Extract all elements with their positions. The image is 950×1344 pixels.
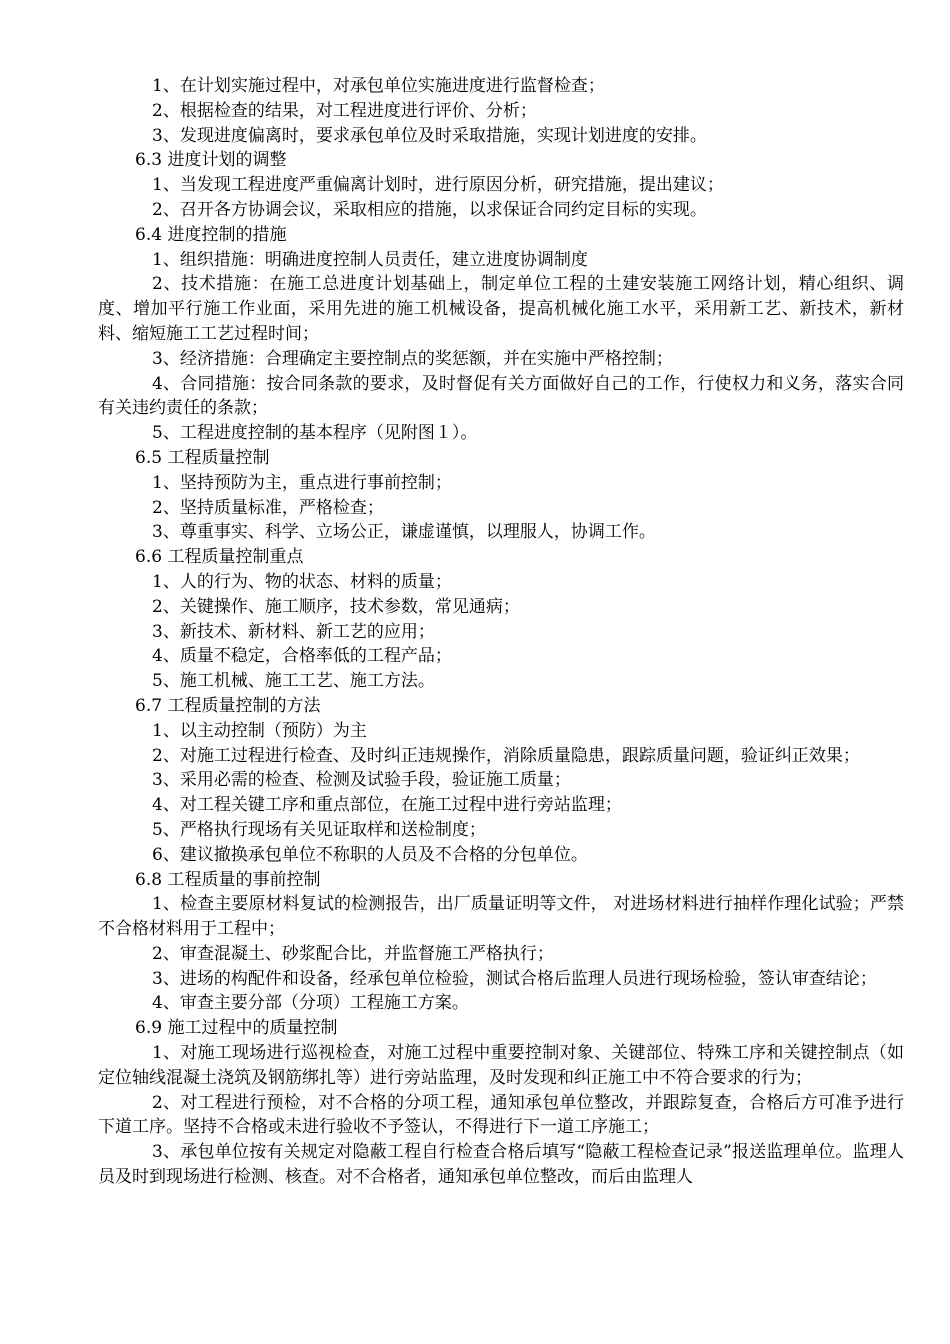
list-item: 4、合同措施：按合同条款的要求，及时督促有关方面做好自己的工作，行使权力和义务，落实合同有关违约责任的条款； (98, 373, 904, 419)
list-item: 5、严格执行现场有关见证取样和送检制度； (152, 819, 486, 840)
list-item: 2、召开各方协调会议，采取相应的措施，以求保证合同约定目标的实现。 (152, 199, 707, 220)
list-item: 3、尊重事实、科学、立场公正，谦虚谨慎，以理服人，协调工作。 (152, 522, 656, 543)
list-item: 1、检查主要原材料复试的检测报告，出厂质量证明等文件， 对进场材料进行抽样作理化试验；严禁不合格材料用于工程中； (98, 894, 904, 940)
list-item: 3、经济措施：合理确定主要控制点的奖惩额，并在实施中严格控制； (152, 348, 673, 369)
list-item: 2、技术措施：在施工总进度计划基础上，制定单位工程的土建安装施工网络计划，精心组织、调度、增加平行施工作业面，采用先进的施工机械设备，提高机械化施工水平，采用新工艺、新技术，新材料、缩短施工工艺过程时间； (98, 274, 904, 344)
list-item: 5、工程进度控制的基本程序（见附图１）。 (152, 423, 478, 444)
list-item: 4、对工程关键工序和重点部位，在施工过程中进行旁站监理； (152, 795, 622, 816)
section-heading: 6.6 工程质量控制重点 (135, 547, 304, 568)
list-item: 3、进场的构配件和设备，经承包单位检验，测试合格后监理人员进行现场检验，签认审查结论； (152, 968, 877, 989)
list-item: 3、发现进度偏离时，要求承包单位及时采取措施，实现计划进度的安排。 (152, 125, 707, 146)
list-item: 6、建议撤换承包单位不称职的人员及不合格的分包单位。 (152, 844, 588, 865)
list-item: 2、审查混凝土、砂浆配合比，并监督施工严格执行； (152, 943, 554, 964)
list-item: 4、质量不稳定，合格率低的工程产品； (152, 646, 452, 667)
list-item: 1、当发现工程进度严重偏离计划时，进行原因分析，研究措施，提出建议； (152, 175, 724, 196)
list-item: 2、对工程进行预检，对不合格的分项工程，通知承包单位整改，并跟踪复查，合格后方可准予进行下道工序。坚持不合格或未进行验收不予签认，不得进行下一道工序施工； (98, 1092, 904, 1138)
list-item: 3、采用必需的检查、检测及试验手段，验证施工质量； (152, 770, 571, 791)
list-item: 2、关键操作、施工顺序，技术参数，常见通病； (152, 596, 520, 617)
list-item: 1、坚持预防为主，重点进行事前控制； (152, 472, 452, 493)
list-item: 2、坚持质量标准，严格检查； (152, 497, 384, 518)
section-heading: 6.3 进度计划的调整 (135, 150, 287, 171)
list-item: 1、人的行为、物的状态、材料的质量； (152, 571, 452, 592)
section-heading: 6.7 工程质量控制的方法 (135, 695, 321, 716)
list-item: 2、对施工过程进行检查、及时纠正违规操作，消除质量隐患，跟踪质量问题，验证纠正效果； (152, 745, 860, 766)
list-item: 1、以主动控制（预防）为主 (152, 720, 367, 741)
list-item: 2、根据检查的结果，对工程进度进行评价、分析； (152, 100, 537, 121)
list-item: 3、新技术、新材料、新工艺的应用； (152, 621, 435, 642)
section-heading: 6.5 工程质量控制 (135, 447, 270, 468)
document-body (98, 74, 904, 1190)
list-item: 3、承包单位按有关规定对隐蔽工程自行检查合格后填写“隐蔽工程检查记录”报送监理单位。监理人员及时到现场进行检测、核查。对不合格者，通知承包单位整改，而后由监理人 (98, 1142, 904, 1188)
section-heading: 6.9 施工过程中的质量控制 (135, 1018, 338, 1039)
list-item: 1、对施工现场进行巡视检查，对施工过程中重要控制对象、关键部位、特殊工序和关键控制点（如定位轴线混凝土浇筑及钢筋绑扎等）进行旁站监理，及时发现和纠正施工中不符合要求的行为； (98, 1043, 904, 1088)
list-item: 1、在计划实施过程中，对承包单位实施进度进行监督检查； (152, 76, 605, 96)
section-heading: 6.4 进度控制的措施 (135, 224, 287, 245)
list-item: 4、审查主要分部（分项）工程施工方案。 (152, 993, 469, 1014)
list-item: 1、组织措施：明确进度控制人员责任，建立进度协调制度 (152, 249, 588, 270)
section-heading: 6.8 工程质量的事前控制 (135, 869, 321, 890)
list-item: 5、施工机械、施工工艺、施工方法。 (152, 671, 435, 692)
